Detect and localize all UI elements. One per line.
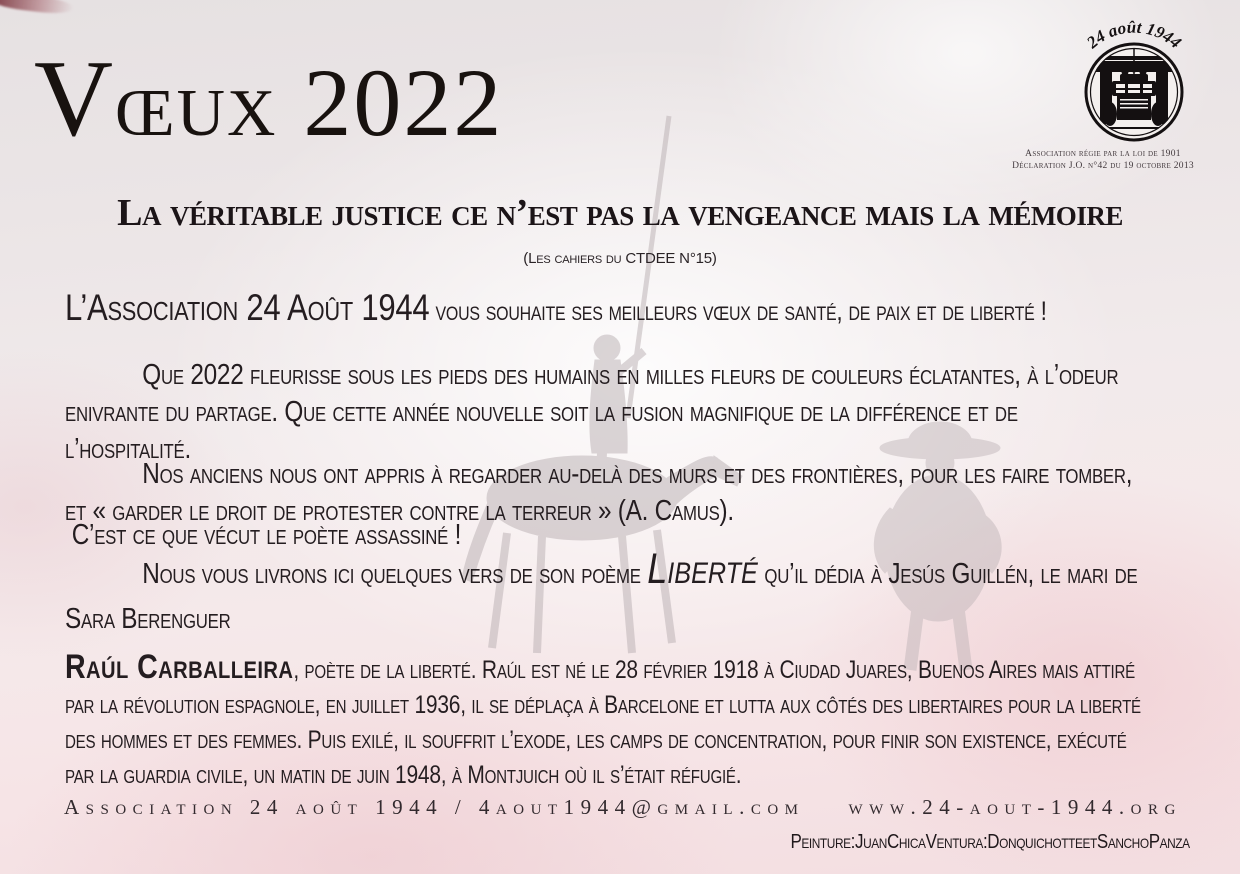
paragraph-walls: Nos anciens nous ont appris à regarder au-delà des murs et des frontières, pour les faire tomber, et « garder le droit de protester contre la terreur » (A. Camus). [65,458,1133,527]
poet-name: Raúl Carballeira [65,648,294,686]
footer-contact [64,795,1182,820]
logo-arc-text: 24 août 1944 [1083,17,1185,53]
logo-legal-text [988,148,1218,172]
page-title: Vœux 2022 [34,37,504,159]
poem-intro-before: Nous vous livrons ici quelques vers de son poème [142,558,648,590]
footer-association-text: Association 24 août 1944 / 4aout1944@gmail.com [64,795,805,819]
biography-text: , poète de la liberté. Raúl est né le 28 février 1918 à Ciudad Juares, Buenos Aires mais attiré par la révolution espagnole, en juillet 1936, il se déplaça à Barcelone et lutta aux côtés des libertaires pour la liberté des hommes et des femmes. Puis exilé, il souffrit l’exode, les camps de concentration, pour finir son existence, exécuté par la guardia civile, un matin de juin 1948, à Montjuich où il s’était réfugié. [65,656,1141,789]
legal-line-2: Déclaration J.O. n°42 du 19 octobre 2013 [1012,161,1194,171]
greeting-rest: vous souhaite ses meilleurs vœux de santé, de paix et de liberté ! [429,296,1047,326]
greeting-line [65,285,1145,331]
footer-website-text: www.24-aout-1944.org [848,795,1182,819]
watercolor-streak [0,0,75,16]
paragraph-flowers: Que 2022 fleurisse sous les pieds des humains en milles fleurs de couleurs éclatantes, à l’odeur enivrante du partage. Que cette année nouvelle soit la fusion magnifique de la différence et de l’hospitalité. [65,359,1119,465]
headline: La véritable justice ce n’est pas la vengeance mais la mémoire [117,192,1123,234]
legal-line-1: Association régie par la loi de 1901 [1025,149,1181,159]
paragraph-poem-intro [65,547,1145,642]
headline-source: (Les cahiers du CTDEE N°15) [523,250,717,267]
greeting-lead: L’Association 24 Août 1944 [65,287,430,328]
biography [65,650,1145,793]
painting-credit: Peinture : Juan Chica Ventura : Don quichotte et Sancho Panza [790,831,1190,853]
paragraph-poet: C’est ce que vécut le poète assassiné ! [71,519,462,551]
logo-vehicle-icon [1090,36,1178,128]
association-24-aout-1944-logo [1070,10,1198,144]
poem-title: Liberté [647,545,758,593]
poem-intro-after: qu’il dédia à Jesús Guillén, le mari de Sara Berenguer [65,558,1138,635]
